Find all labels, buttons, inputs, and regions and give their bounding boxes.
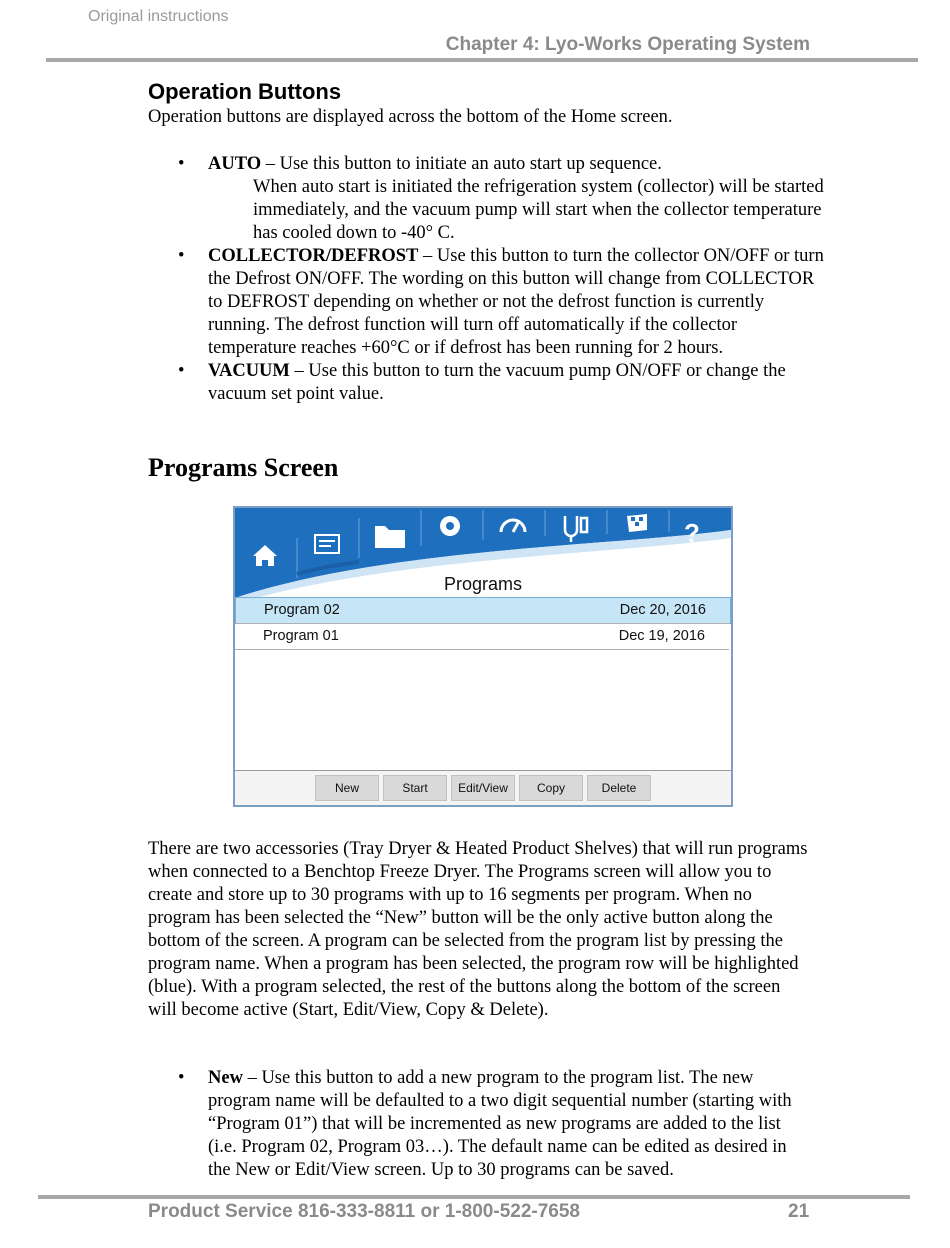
footer-rule bbox=[38, 1195, 910, 1199]
bullet-collector-defrost bbox=[148, 245, 828, 360]
operation-buttons-heading: Operation Buttons bbox=[148, 79, 342, 104]
bullet-term: AUTO bbox=[208, 154, 262, 174]
help-icon[interactable] bbox=[684, 518, 700, 548]
edit-view-button[interactable]: Edit/View bbox=[451, 775, 515, 801]
bullet-term: VACUUM bbox=[208, 361, 290, 381]
operation-bullet-list bbox=[148, 153, 828, 406]
bullet-term: New bbox=[208, 1068, 243, 1088]
bullet-text: – Use this button to turn the collector ON/OFF or turn the Defrost ON/OFF. The wording on this button will change from COLLECTOR to DEFROST depending on whether or not the defrost function is currently running. The defrost function will turn off automatically if the collector temperature reaches +60°C or if defrost has been running for 2 hours. bbox=[208, 246, 824, 358]
program-name: Program 02 bbox=[264, 602, 340, 618]
checkered-flag-icon[interactable] bbox=[627, 514, 647, 532]
bullet-auto bbox=[148, 153, 828, 245]
bullet-new bbox=[148, 1067, 813, 1182]
bullet-text: – Use this button to turn the vacuum pump ON/OFF or change the vacuum set point value. bbox=[208, 361, 786, 404]
programs-bullet-list bbox=[148, 1067, 813, 1182]
programs-description: There are two accessories (Tray Dryer & Heated Product Shelves) that will run programs when connected to a Benchtop Freeze Dryer. The Programs screen will allow you to create and store up to 30 programs with up to 16 segments per program. When no program has been selected the “New” button will be the only active button along the bottom of the screen. A program can be selected from the program list by pressing the program name. When a program has been selected, the program row will be highlighted (blue). With a program selected, the rest of the buttons along the bottom of the screen will become active (Start, Edit/View, Copy & Delete). bbox=[148, 839, 808, 1020]
table-row[interactable] bbox=[235, 623, 729, 650]
bullet-vacuum bbox=[148, 360, 828, 406]
start-button[interactable]: Start bbox=[383, 775, 447, 801]
chapter-heading: Chapter 4: Lyo-Works Operating System bbox=[445, 34, 810, 55]
bullet-term: COLLECTOR/DEFROST bbox=[208, 246, 419, 266]
delete-button[interactable]: Delete bbox=[587, 775, 651, 801]
table-row[interactable] bbox=[235, 597, 731, 624]
svg-text:?: ? bbox=[684, 518, 700, 548]
program-name: Program 01 bbox=[263, 628, 339, 644]
new-button[interactable]: New bbox=[315, 775, 379, 801]
gear-icon[interactable] bbox=[440, 516, 460, 536]
program-button-bar bbox=[235, 770, 731, 806]
header-rule bbox=[46, 58, 918, 62]
programs-title: Programs bbox=[443, 574, 523, 594]
program-date: Dec 20, 2016 bbox=[619, 602, 706, 618]
bullet-text: – Use this button to initiate an auto start up sequence. bbox=[261, 154, 662, 174]
original-instructions-label: Original instructions bbox=[88, 8, 229, 25]
bullet-text: – Use this button to add a new program to the program list. The new program name will be defaulted to a two digit sequential number (starting with “Program 01”) that will be incremented as new programs are added to the list (i.e. Program 02, Program 03…). The default name can be edited as desired in the New or Edit/View screen. Up to 30 programs can be saved. bbox=[208, 1068, 792, 1180]
product-service-footer: Product Service 816-333-8811 or 1-800-522-7658 bbox=[148, 1201, 580, 1222]
operation-intro: Operation buttons are displayed across the bottom of the Home screen. bbox=[148, 107, 673, 127]
programs-screen-heading: Programs Screen bbox=[148, 453, 339, 482]
program-date: Dec 19, 2016 bbox=[618, 628, 705, 644]
page-number: 21 bbox=[788, 1201, 810, 1222]
copy-button[interactable]: Copy bbox=[519, 775, 583, 801]
bullet-extra: When auto start is initiated the refrigeration system (collector) will be started immediately, and the vacuum pump will start when the collector temperature has cooled down to -40° C. bbox=[253, 177, 824, 243]
programs-screenshot bbox=[233, 506, 733, 807]
